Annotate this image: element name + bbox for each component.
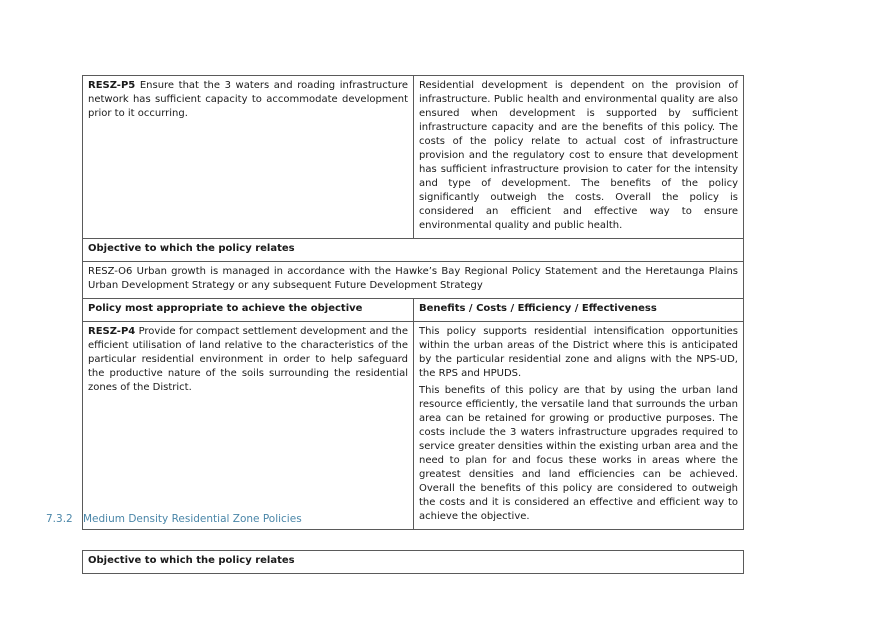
section-title: Medium Density Residential Zone Policies [83,513,302,525]
policy-text-p4: Provide for compact settlement development and the efficient utilisation of land relative to the characteristics of the particular residential environment in order to help safeguard the productive nature of the soils surrounding the residential zones of the District. [88,326,408,393]
section-heading [46,513,302,525]
benefits-column-header: Benefits / Costs / Efficiency / Effectiveness [414,299,744,322]
section-number: 7.3.2 [46,513,73,525]
policy-code-p5: RESZ-P5 [88,80,136,91]
benefits-paragraph-2: This benefits of this policy are that by using the urban land resource efficiently, the versatile land that surrounds the urban area can be retained for growing or productive purposes. The costs include the 3 waters infrastructure upgrades required to service greater densities within the existing urban area and the need to plan for and focus these works in areas where the greatest densities and land efficiencies can be achieved. Overall the benefits of this policy are considered to outweigh the costs and it is considered an effective and efficient way to achieve the objective. [419,385,738,522]
policy-column-header: Policy most appropriate to achieve the objective [83,299,414,322]
table-row-next-objective-header [83,551,744,574]
policy-evaluation-table [82,75,744,530]
next-objective-header: Objective to which the policy relates [83,551,744,574]
objective-text: RESZ-O6 Urban growth is managed in accordance with the Hawke’s Bay Regional Policy Statement and the Heretaunga Plains Urban Development Strategy or any subsequent Future Development Strategy [83,262,744,299]
next-policy-table [82,550,744,574]
benefits-cell-p4 [414,322,744,530]
policy-cell-p5 [83,76,414,239]
policy-cell-p4 [83,322,414,530]
table-row-p4 [83,322,744,530]
policy-code-p4: RESZ-P4 [88,326,136,337]
benefits-cell-p5: Residential development is dependent on the provision of infrastructure. Public health and environmental quality are also ensured when development is supported by sufficient infrastructure capacity and are the benefits of this policy. The costs of the policy relate to actual cost of infrastructure provision and the regulatory cost to ensure that development has sufficient infrastructure provision to cater for the intensity and type of development. The benefits of the policy significantly outweigh the costs. Overall the policy is considered an efficient and effective way to ensure environmental quality and public health. [414,76,744,239]
policy-text-p5: Ensure that the 3 waters and roading infrastructure network has sufficient capacity to accommodate development prior to it occurring. [88,80,408,119]
objective-header: Objective to which the policy relates [83,239,744,262]
benefits-paragraph-1: This policy supports residential intensification opportunities within the urban areas of the District where this is anticipated by the particular residential zone and aligns with the NPS-UD, the RPS and HPUDS. [419,326,738,379]
table-row-objective-header [83,239,744,262]
table-row-column-headers [83,299,744,322]
table-row-p5 [83,76,744,239]
table-row-objective [83,262,744,299]
